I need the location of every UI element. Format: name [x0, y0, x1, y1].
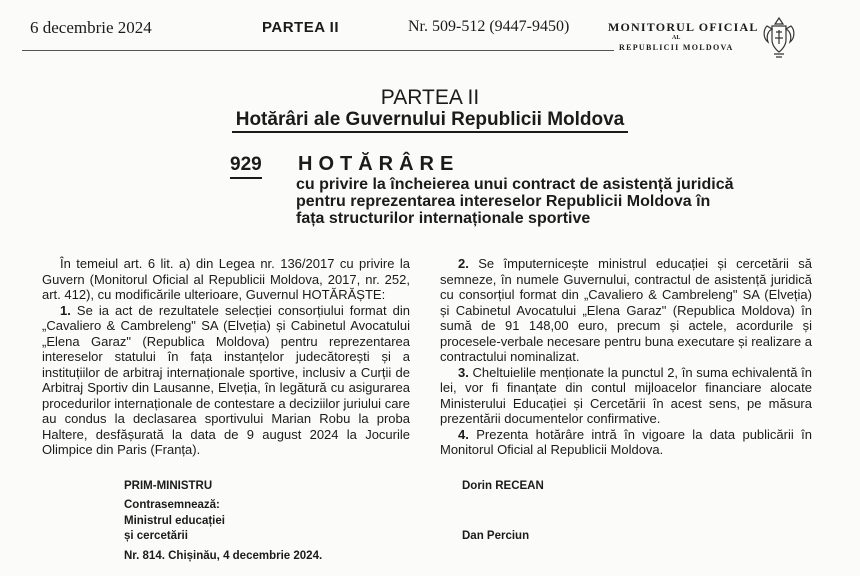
section-title [0, 109, 860, 131]
point-3-paragraph [440, 365, 812, 427]
publication-name: MONITORUL OFICIAL [608, 20, 759, 34]
header-issue-number: Nr. 509-512 (9447-9450) [408, 18, 570, 35]
point-4-text: Prezenta hotărâre intră în vigoare la data publicării în Monitorul Oficial al Republicii Moldova. [440, 426, 812, 457]
coat-of-arms-icon [760, 14, 798, 60]
minister-title-line2: și cercetării [124, 530, 188, 542]
point-2-number: 2. [458, 256, 469, 271]
minister-name: Dan Perciun [462, 530, 530, 542]
body-left-column [42, 256, 410, 458]
header-date: 6 decembrie 2024 [30, 18, 152, 37]
point-2-text: Se împuternicește ministrul educației și cercetării să semneze, în numele Guvernului, contractul de asistență juridică cu consorțiul format din „Cavaliero & Cambreleng" SA (Elveția) și Cabinetul Avocatului „Elena Garaz" (Republica Moldova) în sumă de 91 148,00 euro, precum și actele, acordurile și procesele-verbale necesare pentru buna executare și realizare a contractului nominalizat. [440, 256, 812, 364]
point-4-number: 4. [458, 426, 469, 442]
pm-title: PRIM-MINISTRU [124, 480, 213, 492]
pm-name: Dorin RECEAN [462, 480, 544, 492]
countersign-label: Contrasemnează: [124, 499, 220, 511]
point-2-paragraph [440, 256, 812, 365]
point-4-paragraph [440, 427, 812, 458]
publication-al: AL [672, 35, 681, 41]
point-1-paragraph [42, 303, 410, 458]
point-3-text: Cheltuielile menționate la punctul 2, în suma echivalentă în lei, vor fi finanțate din contul mijloacelor financiare alocate Ministerului Educației și Cercetării în acest sens, pe măsura prezentării documentelor confirmative. [440, 364, 812, 426]
document-reference: Nr. 814. Chișinău, 4 decembrie 2024. [124, 550, 323, 562]
header-part: PARTEA II [262, 19, 340, 36]
point-3-number: 3. [458, 364, 469, 380]
point-1-text: Se ia act de rezultatele selecției consorțiului format din „Cavaliero & Cambreleng" SA (Elveția) și Cabinetul Avocatului „Elena Garaz" (Republica Moldova) pentru reprezentarea intereselor statului în fața instanțelor judecătorești și a instituțiilor de arbitraj internaționale sportive, inclusiv a Curții de Arbitraj Sportiv din Lausanne, Elveția, în legătură cu asigurarea procedurilor internaționale de contestare a deciziilor juriului care au condus la declasarea sportivului Marian Robu la proba Haltere, desfășurată la data de 9 august 2024 la Jocurile Olimpice din Paris (Franța). [42, 302, 410, 457]
point-1-number: 1. [60, 302, 71, 318]
body-right-column [440, 256, 812, 458]
header-rule [22, 50, 614, 51]
section-title-text: Hotărâri ale Guvernului Republicii Moldova [232, 109, 629, 133]
preamble-paragraph: În temeiul art. 6 lit. a) din Legea nr. 136/2017 cu privire la Guvern (Monitorul Oficial al Republicii Moldova, 2017, nr. 252, art. 412), cu modificările ulterioare, Guvernul HOTĂRĂȘTE: [42, 256, 410, 302]
section-part-label: PARTEA II [380, 86, 480, 109]
decision-number: 929 [230, 154, 262, 179]
decision-subject: cu privire la încheierea unui contract de asistență juridică pentru reprezentarea intereselor Republicii Moldova în fața structurilor internaționale sportive [296, 176, 734, 227]
publication-country: REPUBLICII MOLDOVA [619, 43, 734, 52]
decision-heading: HOTĂRÂRE [298, 153, 460, 175]
minister-title-line1: Ministrul educației [124, 515, 225, 527]
